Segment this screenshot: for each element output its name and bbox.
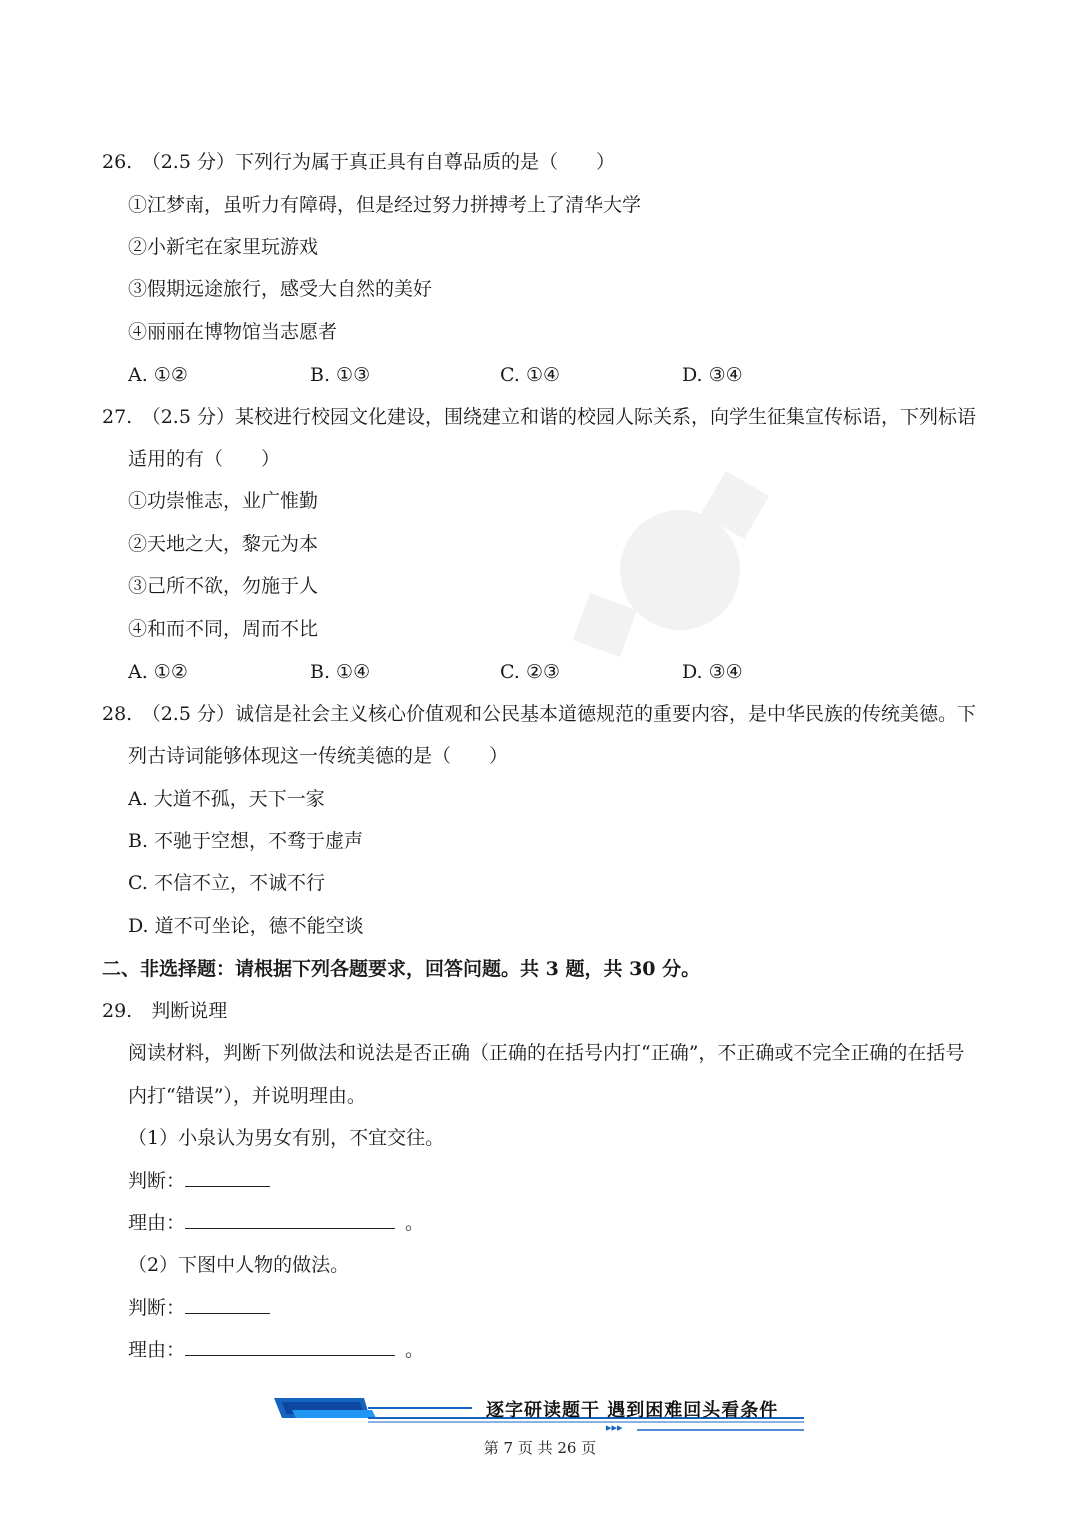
q29-instructions-line2: 内打“错误”），并说明理由。 <box>128 1085 366 1107</box>
q29-instructions-line1: 阅读材料，判断下列做法和说法是否正确（正确的在括号内打“正确”，不正确或不完全正确的在括号 <box>128 1042 965 1064</box>
q27-item-4: ④和而不同，周而不比 <box>128 618 319 640</box>
q28-option-d[interactable]: D. 道不可坐论，德不能空谈 <box>128 915 364 937</box>
judge-answer-blank[interactable] <box>185 1168 270 1187</box>
footer-slogan: 逐字研读题干 遇到困难回头看条件 <box>486 1400 779 1421</box>
q29-part2-judge-row <box>128 1295 270 1321</box>
q26-item-1: ①江梦南，虽听力有障碍，但是经过努力拼搏考上了清华大学 <box>128 194 642 216</box>
q29-part2: （2）下图中人物的做法。 <box>128 1254 350 1276</box>
q28-stem-line1: 28. （2.5 分）诚信是社会主义核心价值观和公民基本道德规范的重要内容，是中华民族的传统美德。下 <box>102 703 976 725</box>
reason-answer-blank[interactable] <box>185 1337 395 1356</box>
q27-item-2: ②天地之大，黎元为本 <box>128 533 319 555</box>
q27-option-a[interactable]: A. ①② <box>128 661 188 683</box>
watermark-logo <box>560 470 800 670</box>
q28-option-c[interactable]: C. 不信不立，不诚不行 <box>128 872 325 894</box>
q26-option-a[interactable]: A. ①② <box>128 364 188 386</box>
q26-item-3: ③假期远途旅行，感受大自然的美好 <box>128 278 433 300</box>
q29-part1: （1）小泉认为男女有别，不宜交往。 <box>128 1127 445 1149</box>
q27-stem-line1: 27. （2.5 分）某校进行校园文化建设，围绕建立和谐的校园人际关系，向学生征集宣传标语，下列标语 <box>102 406 976 428</box>
page-number: 第 7 页 共 26 页 <box>483 1439 597 1457</box>
judge-label: 判断： <box>128 1170 186 1192</box>
reason-answer-blank[interactable] <box>185 1210 395 1229</box>
reason-label: 理由： <box>128 1212 186 1234</box>
q27-option-b[interactable]: B. ①④ <box>310 661 371 683</box>
q27-stem-line2: 适用的有（ ） <box>128 448 281 470</box>
q26-item-4: ④丽丽在博物馆当志愿者 <box>128 321 338 343</box>
q27-option-d[interactable]: D. ③④ <box>682 661 743 683</box>
q26-item-2: ②小新宅在家里玩游戏 <box>128 236 319 258</box>
period: 。 <box>405 1339 425 1361</box>
q29-part2-reason-row <box>128 1337 424 1363</box>
footer-arrows-icon: ▸▸▸ <box>606 1421 623 1434</box>
q26-option-d[interactable]: D. ③④ <box>682 364 743 386</box>
q27-item-3: ③己所不欲，勿施于人 <box>128 575 319 597</box>
q26-stem: 26. （2.5 分）下列行为属于真正具有自尊品质的是（ ） <box>102 151 615 173</box>
q29-part1-reason-row <box>128 1210 424 1236</box>
q27-option-c[interactable]: C. ②③ <box>500 661 561 683</box>
q27-item-1: ①功崇惟志，业广惟勤 <box>128 490 319 512</box>
judge-answer-blank[interactable] <box>185 1295 270 1314</box>
section-2-heading: 二、非选择题：请根据下列各题要求，回答问题。共 3 题，共 30 分。 <box>102 958 701 980</box>
reason-label: 理由： <box>128 1339 186 1361</box>
q26-option-b[interactable]: B. ①③ <box>310 364 371 386</box>
q28-option-b[interactable]: B. 不驰于空想，不骛于虚声 <box>128 830 364 852</box>
q29-part1-judge-row <box>128 1168 270 1194</box>
q28-option-a[interactable]: A. 大道不孤，天下一家 <box>128 788 325 810</box>
q29-title: 29. 判断说理 <box>102 1000 228 1022</box>
q26-option-c[interactable]: C. ①④ <box>500 364 561 386</box>
judge-label: 判断： <box>128 1297 186 1319</box>
period: 。 <box>405 1212 425 1234</box>
q28-stem-line2: 列古诗词能够体现这一传统美德的是（ ） <box>128 745 509 767</box>
